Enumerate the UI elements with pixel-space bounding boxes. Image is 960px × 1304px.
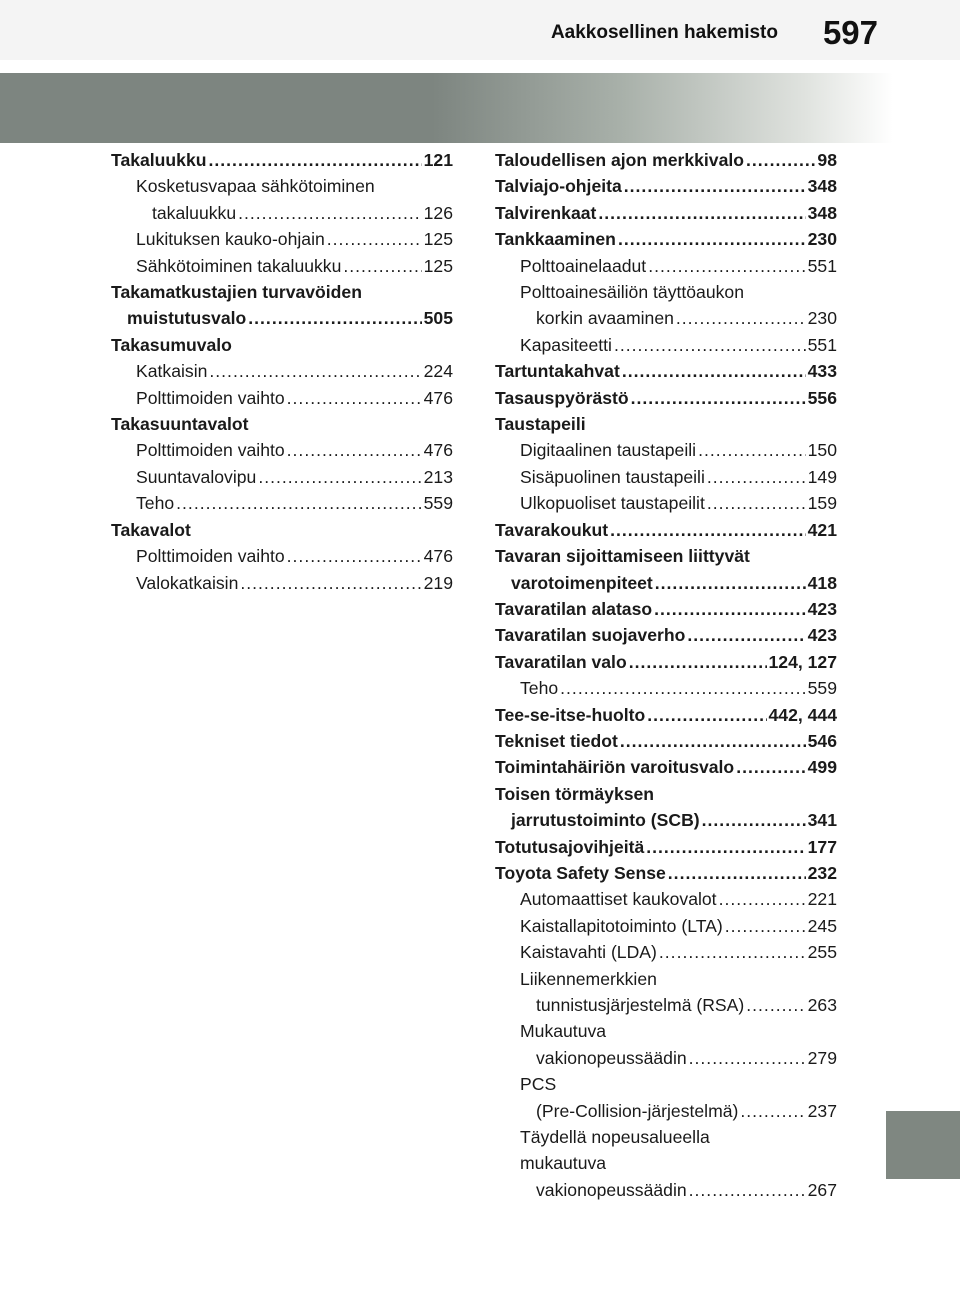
page-reference: 124, 127 [768, 651, 837, 672]
dot-leader [707, 490, 806, 516]
index-term: Totutusajovihjeitä [495, 836, 645, 857]
dot-leader [648, 253, 805, 279]
page-reference: 159 [807, 493, 837, 514]
index-term: Talvirenkaat [495, 202, 597, 223]
index-term: Sähkötoiminen takaluukku [136, 255, 342, 276]
page-reference: 219 [423, 572, 453, 593]
index-term: Taustapeili [495, 414, 586, 435]
index-term: Valokatkaisin [136, 572, 239, 593]
index-term: jarrutustoiminto (SCB) [511, 810, 700, 831]
index-term: (Pre-Collision-järjestelmä) [536, 1100, 739, 1121]
index-entry [495, 728, 837, 754]
index-subentry [495, 886, 837, 912]
page-reference: 499 [807, 757, 837, 778]
index-entry [495, 226, 837, 252]
page-reference: 263 [807, 995, 837, 1015]
index-entry [111, 147, 453, 173]
dot-leader [620, 728, 806, 754]
index-term: Kosketusvapaa sähkötoiminen [136, 176, 375, 197]
dot-leader [676, 305, 806, 331]
index-subentry [111, 173, 453, 226]
dot-leader [629, 649, 767, 675]
index-entry [495, 622, 837, 648]
index-subentry [111, 385, 453, 411]
index-term: Toimintahäiriön varoitusvalo [495, 757, 735, 778]
dot-leader [624, 173, 806, 199]
index-term: Tee-se-itse-huolto [495, 704, 646, 725]
page-reference: 126 [423, 202, 453, 223]
index-subentry [495, 1071, 837, 1124]
index-term: varotoimenpiteet [511, 572, 653, 593]
page-reference: 348 [807, 202, 837, 223]
page-reference: 421 [807, 519, 837, 540]
index-subentry [495, 913, 837, 939]
dot-leader [631, 385, 806, 411]
page-reference: 476 [423, 387, 453, 408]
page-reference: 551 [807, 255, 837, 276]
index-subentry [111, 437, 453, 463]
index-term: Takavalot [111, 519, 191, 540]
dot-leader [702, 807, 806, 833]
index-term: PCS [520, 1074, 557, 1095]
index-entry [495, 754, 837, 780]
dot-leader [698, 437, 806, 463]
page-header [0, 0, 960, 60]
page-reference: 559 [807, 678, 837, 699]
index-term: Tavaratilan suojaverho [495, 625, 686, 646]
dot-leader [646, 834, 805, 860]
index-subentry [111, 226, 453, 252]
index-subentry [111, 253, 453, 279]
index-term: Tavaratilan valo [495, 651, 627, 672]
dot-leader [238, 200, 422, 226]
index-term: Teho [520, 678, 559, 699]
page-reference: 177 [807, 836, 837, 857]
page-reference: 505 [423, 308, 453, 329]
page-reference: 442, 444 [768, 704, 837, 725]
index-entry [111, 332, 453, 358]
index-term: Suuntavalovipu [136, 466, 257, 487]
index-term: Takasuuntavalot [111, 414, 249, 435]
index-entry [495, 781, 837, 834]
page-reference: 255 [807, 942, 837, 963]
index-subentry [495, 437, 837, 463]
index-entry [111, 517, 453, 543]
dot-leader [647, 702, 766, 728]
section-thumb-tab [886, 1111, 960, 1179]
dot-leader [707, 464, 806, 490]
index-subentry [495, 939, 837, 965]
page-reference: 341 [807, 810, 837, 831]
index-subentry [495, 332, 837, 358]
page-reference: 237 [807, 1100, 837, 1121]
dot-leader [560, 675, 805, 701]
index-entry [111, 279, 453, 332]
page-reference: 551 [807, 334, 837, 355]
page-reference: 423 [807, 625, 837, 646]
index-entry [495, 147, 837, 173]
index-term: Toyota Safety Sense [495, 862, 666, 883]
index-term: mukautuva [520, 1153, 607, 1174]
page-reference: 221 [807, 889, 837, 910]
index-subentry [495, 966, 837, 1019]
index-subentry [495, 279, 837, 332]
index-entry [495, 834, 837, 860]
index-entry [495, 358, 837, 384]
index-term: Teho [136, 493, 175, 514]
index-subentry [111, 570, 453, 596]
index-column-right [495, 147, 837, 1203]
page-reference: 125 [423, 255, 453, 276]
dot-leader [654, 596, 806, 622]
dot-leader [287, 385, 422, 411]
index-term: Toisen törmäyksen [495, 783, 655, 804]
page-reference: 150 [807, 440, 837, 461]
index-subentry [111, 543, 453, 569]
dot-leader [740, 1098, 805, 1124]
index-term: takaluukku [152, 202, 237, 223]
page-reference: 213 [423, 466, 453, 487]
index-term: Mukautuva [520, 1021, 607, 1042]
index-term: Taloudellisen ajon merkkivalo [495, 150, 745, 170]
dot-leader [209, 147, 422, 173]
page-reference: 230 [807, 308, 837, 329]
dot-leader [689, 1177, 806, 1203]
dot-leader [689, 1045, 806, 1071]
page-reference: 559 [423, 493, 453, 514]
index-subentry [495, 464, 837, 490]
index-term: Talviajo-ohjeita [495, 176, 622, 197]
dot-leader [598, 200, 805, 226]
page-reference: 546 [807, 730, 837, 751]
page-reference: 279 [807, 1047, 837, 1068]
index-term: Sisäpuolinen taustapeili [520, 466, 705, 487]
dot-leader [610, 517, 806, 543]
index-term: Polttoainesäiliön täyttöaukon [520, 282, 744, 303]
index-term: Tasauspyörästö [495, 387, 629, 408]
page-reference: 418 [807, 572, 837, 593]
index-entry [495, 860, 837, 886]
index-term: Katkaisin [136, 361, 208, 382]
dot-leader [622, 358, 806, 384]
header-title: Aakkosellinen hakemisto [550, 22, 778, 43]
page-reference: 476 [423, 440, 453, 461]
dot-leader [343, 253, 421, 279]
index-term: Tankkaaminen [495, 229, 616, 250]
page-reference: 267 [807, 1179, 837, 1200]
page-reference: 245 [807, 915, 837, 936]
index-term: Lukituksen kauko-ohjain [136, 229, 325, 250]
page-reference: 556 [807, 387, 837, 408]
section-banner [0, 73, 960, 143]
index-term: vakionopeussäädin [536, 1179, 687, 1200]
index-subentry [495, 1124, 837, 1203]
index-term: muistutusvalo [127, 308, 247, 329]
dot-leader [176, 490, 421, 516]
index-term: Liikennemerkkien [520, 968, 657, 989]
page-reference: 121 [423, 150, 453, 170]
page-reference: 125 [423, 229, 453, 250]
index-entry [495, 517, 837, 543]
index-term: Polttimoiden vaihto [136, 546, 285, 567]
page-reference: 149 [807, 466, 837, 487]
index-term: Digitaalinen taustapeili [520, 440, 697, 461]
index-entry [495, 543, 837, 596]
dot-leader [327, 226, 422, 252]
dot-leader [687, 622, 805, 648]
index-subentry [495, 675, 837, 701]
index-entry [495, 385, 837, 411]
index-term: Takaluukku [111, 150, 207, 170]
page-reference: 423 [807, 598, 837, 619]
page-reference: 348 [807, 176, 837, 197]
dot-leader [248, 305, 421, 331]
index-term: Polttoainelaadut [520, 255, 647, 276]
index-term: tunnistusjärjestelmä (RSA) [536, 995, 745, 1015]
index-term: Polttimoiden vaihto [136, 387, 285, 408]
index-entry [495, 411, 837, 437]
index-term: korkin avaaminen [536, 308, 674, 329]
index-term: Kapasiteetti [520, 334, 612, 355]
index-term: Automaattiset kaukovalot [520, 889, 717, 910]
index-term: Tartuntakahvat [495, 361, 620, 382]
index-subentry [111, 358, 453, 384]
dot-leader [655, 570, 806, 596]
index-term: Takamatkustajien turvavöiden [111, 282, 362, 303]
index-term: Kaistallapitotoiminto (LTA) [520, 915, 723, 936]
dot-leader [614, 332, 806, 358]
page-reference: 232 [807, 862, 837, 883]
index-entry [495, 173, 837, 199]
dot-leader [287, 437, 422, 463]
index-entry [495, 649, 837, 675]
dot-leader [618, 226, 806, 252]
dot-leader [746, 147, 815, 173]
page-number: 597 [822, 14, 878, 51]
index-entry [495, 200, 837, 226]
dot-leader [725, 913, 806, 939]
index-subentry [495, 490, 837, 516]
page-reference: 433 [807, 361, 837, 382]
index-term: Polttimoiden vaihto [136, 440, 285, 461]
index-term: Tavaran sijoittamiseen liittyvät [495, 546, 750, 567]
dot-leader [240, 570, 421, 596]
index-column-left [111, 147, 453, 596]
index-entry [111, 411, 453, 437]
dot-leader [736, 754, 805, 780]
index-term: Tekniset tiedot [495, 730, 618, 751]
dot-leader [668, 860, 806, 886]
page-reference: 224 [423, 361, 453, 382]
index-term: Täydellä nopeusalueella [520, 1127, 710, 1148]
index-subentry [495, 1018, 837, 1071]
index-entry [495, 702, 837, 728]
dot-leader [659, 939, 806, 965]
dot-leader [287, 543, 422, 569]
index-entry [495, 596, 837, 622]
index-subentry [495, 253, 837, 279]
dot-leader [209, 358, 421, 384]
index-subentry [111, 464, 453, 490]
index-term: Tavarakoukut [495, 519, 609, 540]
index-term: Kaistavahti (LDA) [520, 942, 657, 963]
index-term: vakionopeussäädin [536, 1047, 687, 1068]
page-reference: 230 [807, 229, 837, 250]
index-term: Tavaratilan alataso [495, 598, 653, 619]
dot-leader [258, 464, 421, 490]
dot-leader [719, 886, 806, 912]
page-reference: 98 [817, 150, 837, 170]
index-term: Takasumuvalo [111, 334, 232, 355]
index-term: Ulkopuoliset taustapeilit [520, 493, 705, 514]
dot-leader [746, 992, 805, 1018]
index-subentry [111, 490, 453, 516]
page-reference: 476 [423, 546, 453, 567]
